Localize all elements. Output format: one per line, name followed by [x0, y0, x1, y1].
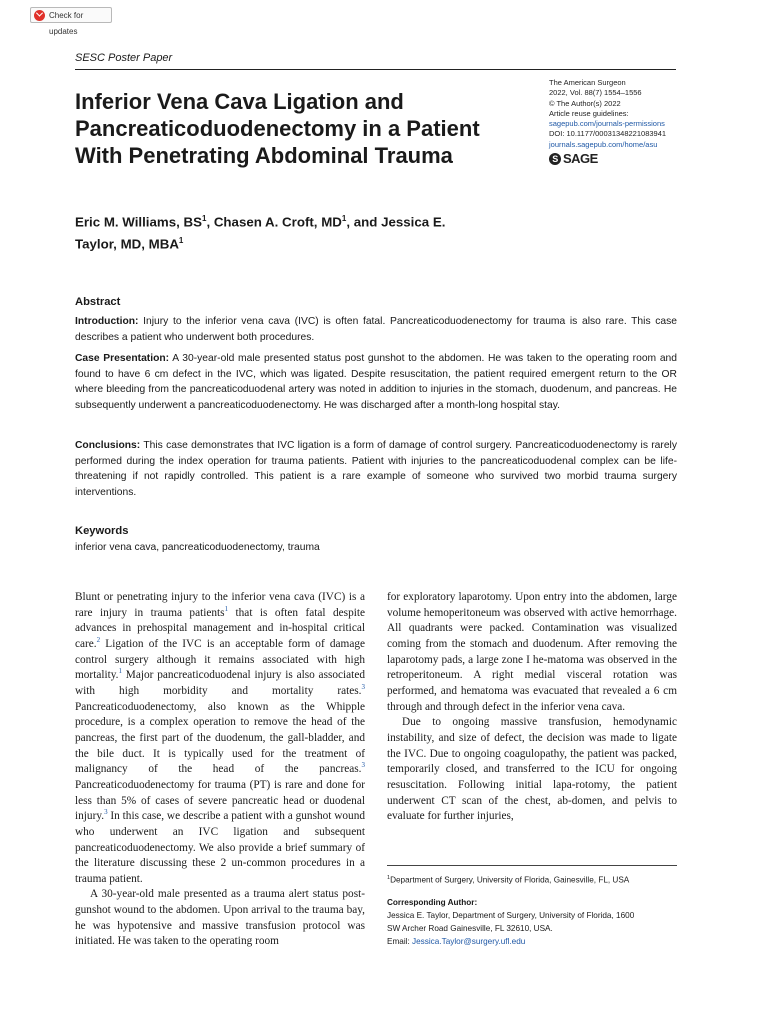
author-list: Eric M. Williams, $BS^1$, Chasen A. Croft, $MD^1$, and Jessica E. Taylor, MD, MBA$^1$: [75, 214, 446, 252]
corresponding-address-2: SW Archer Road Gainesville, FL 32610, USA.: [387, 924, 553, 933]
keywords-text: inferior vena cava, pancreaticoduodenectomy, trauma: [75, 542, 320, 553]
body-paragraph-4: Due to ongoing massive transfusion, hemodynamic instability, and size of defect, the decision was made to ligate the IVC. Due to ongoing coagulopathy, the patient was packed, temporarily closed, and transferred to the ICU for ongoing resuscitation. Following initial lapa-rotomy, the patient underwent CT scan of the chest, ab-domen, and pelvis to evaluate for further injuries,: [387, 716, 677, 823]
journal-name: The American Surgeon: [549, 78, 626, 87]
corresponding-address-1: Jessica E. Taylor, Department of Surgery, University of Florida, 1600: [387, 911, 635, 920]
abstract-case: [75, 351, 677, 413]
publisher-name: SAGE: [563, 150, 598, 166]
citation-link[interactable]: 1: [118, 667, 123, 676]
footnote-rule: [387, 865, 677, 866]
author-3-cont: Taylor, MD, MBA: [75, 236, 179, 252]
author-1: Eric M. Williams, BS: [75, 214, 202, 230]
affiliation-footnote: [387, 875, 629, 885]
body-paragraph-3: for exploratory laparotomy. Upon entry into the abdomen, large volume hemoperitoneum was observed with active hemorrhage. All quadrants were packed. Contamination was visualized coming from the stomach and duodenum. After removing the laparotomy pads, a large zone I he-matoma was observed in the retroperitoneum. A right medial visceral rotation was performed, and hematoma was evacuated that revealed a 6 cm through and through defect in the inferior vena cava.: [387, 591, 677, 713]
citation-link[interactable]: 3: [104, 808, 108, 817]
intro-text: Injury to the inferior vena cava (IVC) is often fatal. Pancreaticoduodenectomy for trauma is also rare. This case describes a patient who underwent both procedures.: [75, 316, 677, 343]
body-column-right: [387, 590, 677, 825]
body-text: Major pancreaticoduodenal injury is also associated with high morbidity and mortality rates.: [75, 669, 365, 697]
abstract-conclusions: [75, 438, 677, 500]
author-2: Chasen A. Croft, MD: [213, 214, 342, 230]
affiliation-mark: 1: [387, 875, 391, 881]
case-text: A 30-year-old male presented status post gunshot to the abdomen. He was taken to the operating room and found to have 6 cm defect in the IVC, which was ligated. Despite resuscitation, the patient required emergent return to the OR where bleeding from the pancreaticoduodenal artery was noted in addition to injuries in the stomach, duodenum, and pancreas. He subsequently underwent a pancreaticoduodenectomy. He was discharged after a month-long hospital stay.: [75, 353, 678, 411]
intro-label: Introduction:: [75, 316, 139, 327]
citation-link[interactable]: 3: [361, 683, 365, 692]
sage-logo-icon: S: [549, 153, 561, 165]
conclusions-label: Conclusions:: [75, 440, 141, 451]
section-label: SESC Poster Paper: [75, 52, 173, 64]
keywords-heading: Keywords: [75, 525, 129, 537]
journal-volume: 2022, Vol. 88(7) 1554–1556: [549, 88, 642, 98]
article-title: Inferior Vena Cava Ligation and Pancreaticoduodenectomy in a Patient With Penetrating Abdominal Trauma: [75, 89, 480, 168]
header-rule: [75, 69, 676, 70]
body-paragraph-2: A 30-year-old male presented as a trauma alert status post-gunshot wound to the abdomen. Upon arrival to the trauma bay, he was hypotensive and massive transfusion protocol was initiated. He was taken to the operating room: [75, 888, 365, 948]
journal-link[interactable]: journals.sagepub.com/home/asu: [549, 139, 658, 149]
author-3: and Jessica E.: [353, 214, 446, 230]
affiliation-mark: 1: [178, 236, 184, 246]
email-link[interactable]: Jessica.Taylor@surgery.ufl.edu: [412, 937, 526, 946]
conclusions-text: This case demonstrates that IVC ligation is a form of damage of control surgery. Pancreaticoduodenectomy is rarely performed during the index operation for trauma patients. Patient with injuries to the pancreaticoduodenal complex can be life-threatening if not rapidly controlled. This patient is a rare example of someone who survived two morbid trauma surgery interventions.: [75, 440, 677, 498]
body-text: Blunt or penetrating injury to the inferior vena cava (IVC) is a rare injury in trauma patients: [75, 591, 365, 619]
email-label: Email:: [387, 937, 413, 946]
copyright: © The Author(s) 2022: [549, 98, 621, 108]
citation-link[interactable]: 1: [224, 604, 229, 613]
check-for-updates-label: Check for updates: [49, 11, 84, 36]
body-text: Pancreaticoduodenectomy for trauma (PT) is rare and done for less than 5% of cases of severe pancreatic head or duodenal injury.: [75, 778, 365, 823]
doi: DOI: 10.1177/00031348221083941: [549, 129, 667, 139]
body-text: that is often fatal despite advances in prehospital management and in-hospital critical care.: [75, 606, 366, 650]
update-check-icon: [34, 10, 45, 21]
abstract-introduction: [75, 314, 677, 345]
affiliation-mark: 1: [201, 214, 207, 223]
citation-link[interactable]: 2: [96, 636, 101, 645]
citation-link[interactable]: 3: [361, 761, 365, 770]
abstract-heading: Abstract: [75, 296, 121, 308]
journal-meta: [549, 78, 666, 165]
body-column-left: [75, 590, 365, 950]
publisher-logo: [549, 150, 666, 166]
body-paragraph-1: [75, 590, 365, 887]
corresponding-author: [387, 896, 687, 948]
email-line: [387, 935, 687, 948]
reuse-label: Article reuse guidelines:: [549, 108, 629, 118]
affiliation-text: Department of Surgery, University of Florida, Gainesville, FL, USA: [390, 875, 630, 885]
case-label: Case Presentation:: [75, 353, 170, 364]
permissions-link[interactable]: sagepub.com/journals-permissions: [549, 119, 665, 129]
check-for-updates-button[interactable]: [30, 7, 112, 36]
body-text: In this case, we describe a patient with a gunshot wound who underwent an IVC ligation and subsequent pancreaticoduodenectomy. We also provide a brief summary of the literature discussing these 2 un-common procedures in a trauma patient.: [75, 810, 365, 885]
body-text: Ligation of the IVC is an acceptable form of damage control surgery although it remains associated with high mortality.: [75, 637, 365, 682]
body-text: Pancreaticoduodenectomy, also known as the Whipple procedure, is a complex operation to remove the head of the pancreas, the first part of the duodenum, the gall-bladder, and the bile duct. It is typically used for the treatment of malignancy of the head of the pancreas.: [75, 700, 365, 776]
affiliation-mark: 1: [341, 214, 347, 223]
corresponding-heading: Corresponding Author:: [387, 898, 478, 907]
